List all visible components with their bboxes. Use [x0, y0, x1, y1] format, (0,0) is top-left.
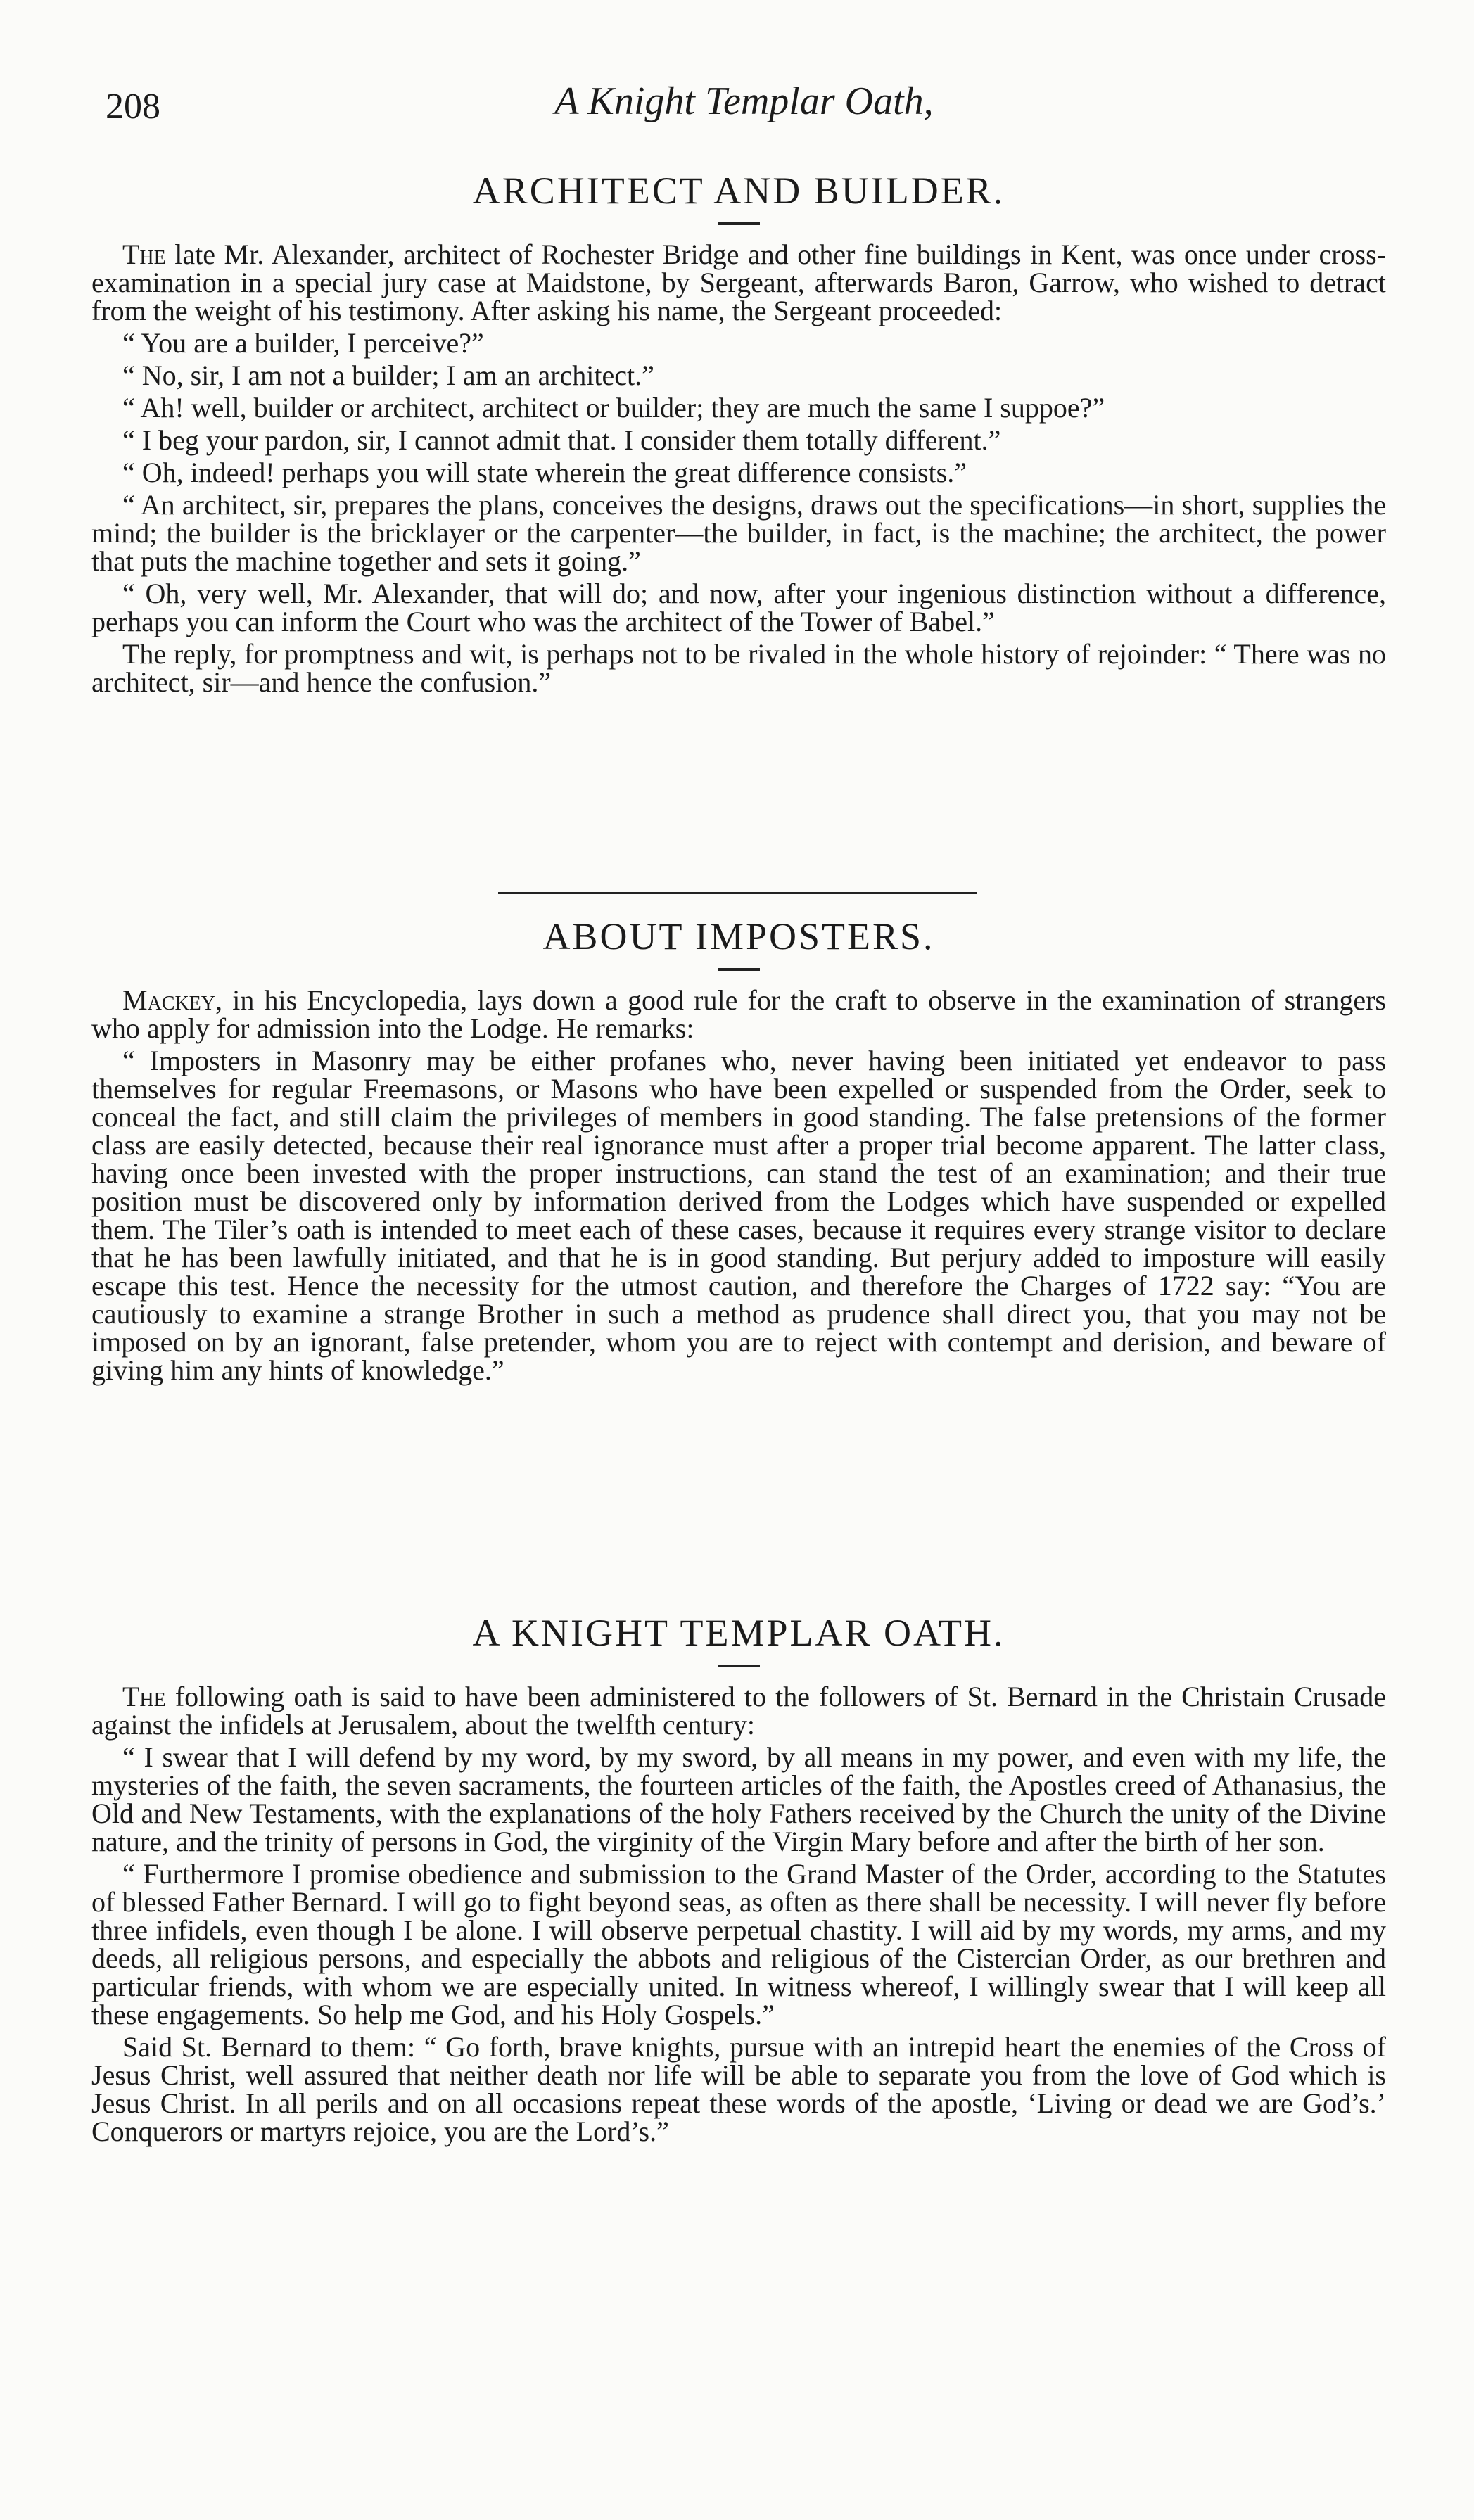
article-architect-and-builder: [91, 169, 1386, 696]
lead-word: Mackey: [122, 984, 216, 1016]
paragraph: The reply, for promptness and wit, is perhaps not to be rivaled in the whole history of rejoinder: “ There was no architect, sir—and hence the confusion.”: [91, 638, 1386, 698]
article-knight-templar-oath: [91, 1611, 1386, 2146]
paragraph: “ You are a builder, I perceive?”: [122, 327, 484, 359]
paragraph: “ Oh, indeed! perhaps you will state wherein the great difference consists.”: [122, 457, 967, 488]
paragraph: “ An architect, sir, prepares the plans, conceives the designs, draws out the specifications—in short, supplies the mind; the builder is the bricklayer or the carpenter—the builder, in fact, is the machine; the architect, the power that puts the machine together and sets it going.”: [91, 489, 1386, 577]
paragraph: Said St. Bernard to them: “ Go forth, brave knights, pursue with an intrepid heart the enemies of the Cross of Jesus Christ, well assured that neither death nor life will be able to separate you from the love of God which is Jesus Christ. In all perils and on all occasions repeat these words of the apostle, ‘Living or dead we are God’s.’ Conquerors or martyrs rejoice, you are the Lord’s.”: [91, 2031, 1386, 2147]
article-about-imposters: [91, 915, 1386, 1385]
page-header: [106, 79, 1383, 135]
paragraph: [91, 238, 1386, 326]
lead-word: The: [122, 238, 166, 270]
article-heading: A KNIGHT TEMPLAR OATH.: [472, 1612, 1005, 1654]
paragraph: “ Oh, very well, Mr. Alexander, that will do; and now, after your ingenious distinction without a difference, perhaps you can inform the Court who was the architect of the Tower of Babel.”: [91, 578, 1386, 637]
paragraph: “ I swear that I will defend by my word, by my sword, by all means in my power, and even with my life, the mysteries of the faith, the seven sacraments, the fourteen articles of the faith, the Apostles creed of Athanasius, the Old and New Testaments, with the explanations of the holy Fathers received by the Church the unity of the Divine nature, and the trinity of persons in God, the virginity of the Virgin Mary before and after the birth of her son.: [91, 1741, 1386, 1857]
lead-word: The: [122, 1681, 166, 1712]
heading-dash: [718, 222, 760, 225]
page-number: 208: [106, 87, 160, 127]
running-title: A Knight Templar Oath,: [554, 79, 934, 123]
paragraph-text: late Mr. Alexander, architect of Rochester Bridge and other fine buildings in Kent, was once under cross-examination in a special jury case at Maidstone, by Sergeant, afterwards Baron, Garrow, who wished to detract from the weight of his testimony. After asking his name, the Sergeant proceeded:: [91, 238, 1386, 326]
paragraph: “ Imposters in Masonry may be either profanes who, never having been initiated yet endeavor to pass themselves for regular Freemasons, or Masons who have been expelled or suspended from the Order, seek to conceal the fact, and still claim the privileges of members in good standing. The false pretensions of the former class are easily detected, because their real ignorance must after a proper trial become apparent. The latter class, having once been invested with the proper instructions, can stand the test of an examination; and their true position must be discovered only by information derived from the Lodges which have suspended or expelled them. The Tiler’s oath is intended to meet each of these cases, because it requires every strange visitor to declare that he has been lawfully initiated, and that he is in good standing. But perjury added to imposture will easily escape this test. Hence the necessity for the utmost caution, and therefore the Charges of 1722 say: “You are cautiously to examine a strange Brother in such a method as prudence shall direct you, that you may not be imposed on by an ignorant, false pretender, whom you are to reject with contempt and derision, and beware of giving him any hints of knowledge.”: [91, 1045, 1386, 1386]
paragraph: [91, 986, 1386, 1043]
article-heading: ARCHITECT AND BUILDER.: [472, 170, 1005, 212]
paragraph-text: following oath is said to have been administered to the followers of St. Bernard in the Christain Crusade against the infidels at Jerusalem, about the twelfth century:: [91, 1681, 1386, 1741]
paragraph: “ Furthermore I promise obedience and submission to the Grand Master of the Order, according to the Statutes of blessed Father Bernard. I will go to fight beyond seas, as often as there shall be necessity. I will never fly before three infidels, even though I be alone. I will observe perpetual chastity. I will aid by my words, my arms, and my deeds, all religious persons, and especially the abbots and religious of the Cistercian Order, as our brethren and particular friends, with whom we are especially united. In witness whereof, I willingly swear that I will keep all these engagements. So help me God, and his Holy Gospels.”: [91, 1858, 1386, 2030]
article-heading: ABOUT IMPOSTERS.: [542, 915, 935, 957]
paragraph: “ I beg your pardon, sir, I cannot admit that. I consider them totally different.”: [122, 424, 1001, 456]
section-rule: [498, 892, 977, 894]
paragraph: “ No, sir, I am not a builder; I am an architect.”: [122, 359, 654, 391]
heading-dash: [718, 968, 760, 971]
paragraph: “ Ah! well, builder or architect, architect or builder; they are much the same I suppoe?”: [122, 392, 1105, 424]
paragraph: [91, 1683, 1386, 1739]
heading-dash: [718, 1665, 760, 1667]
paragraph-text: , in his Encyclopedia, lays down a good rule for the craft to observe in the examination of strangers who apply for admission into the Lodge. He remarks:: [91, 984, 1386, 1044]
